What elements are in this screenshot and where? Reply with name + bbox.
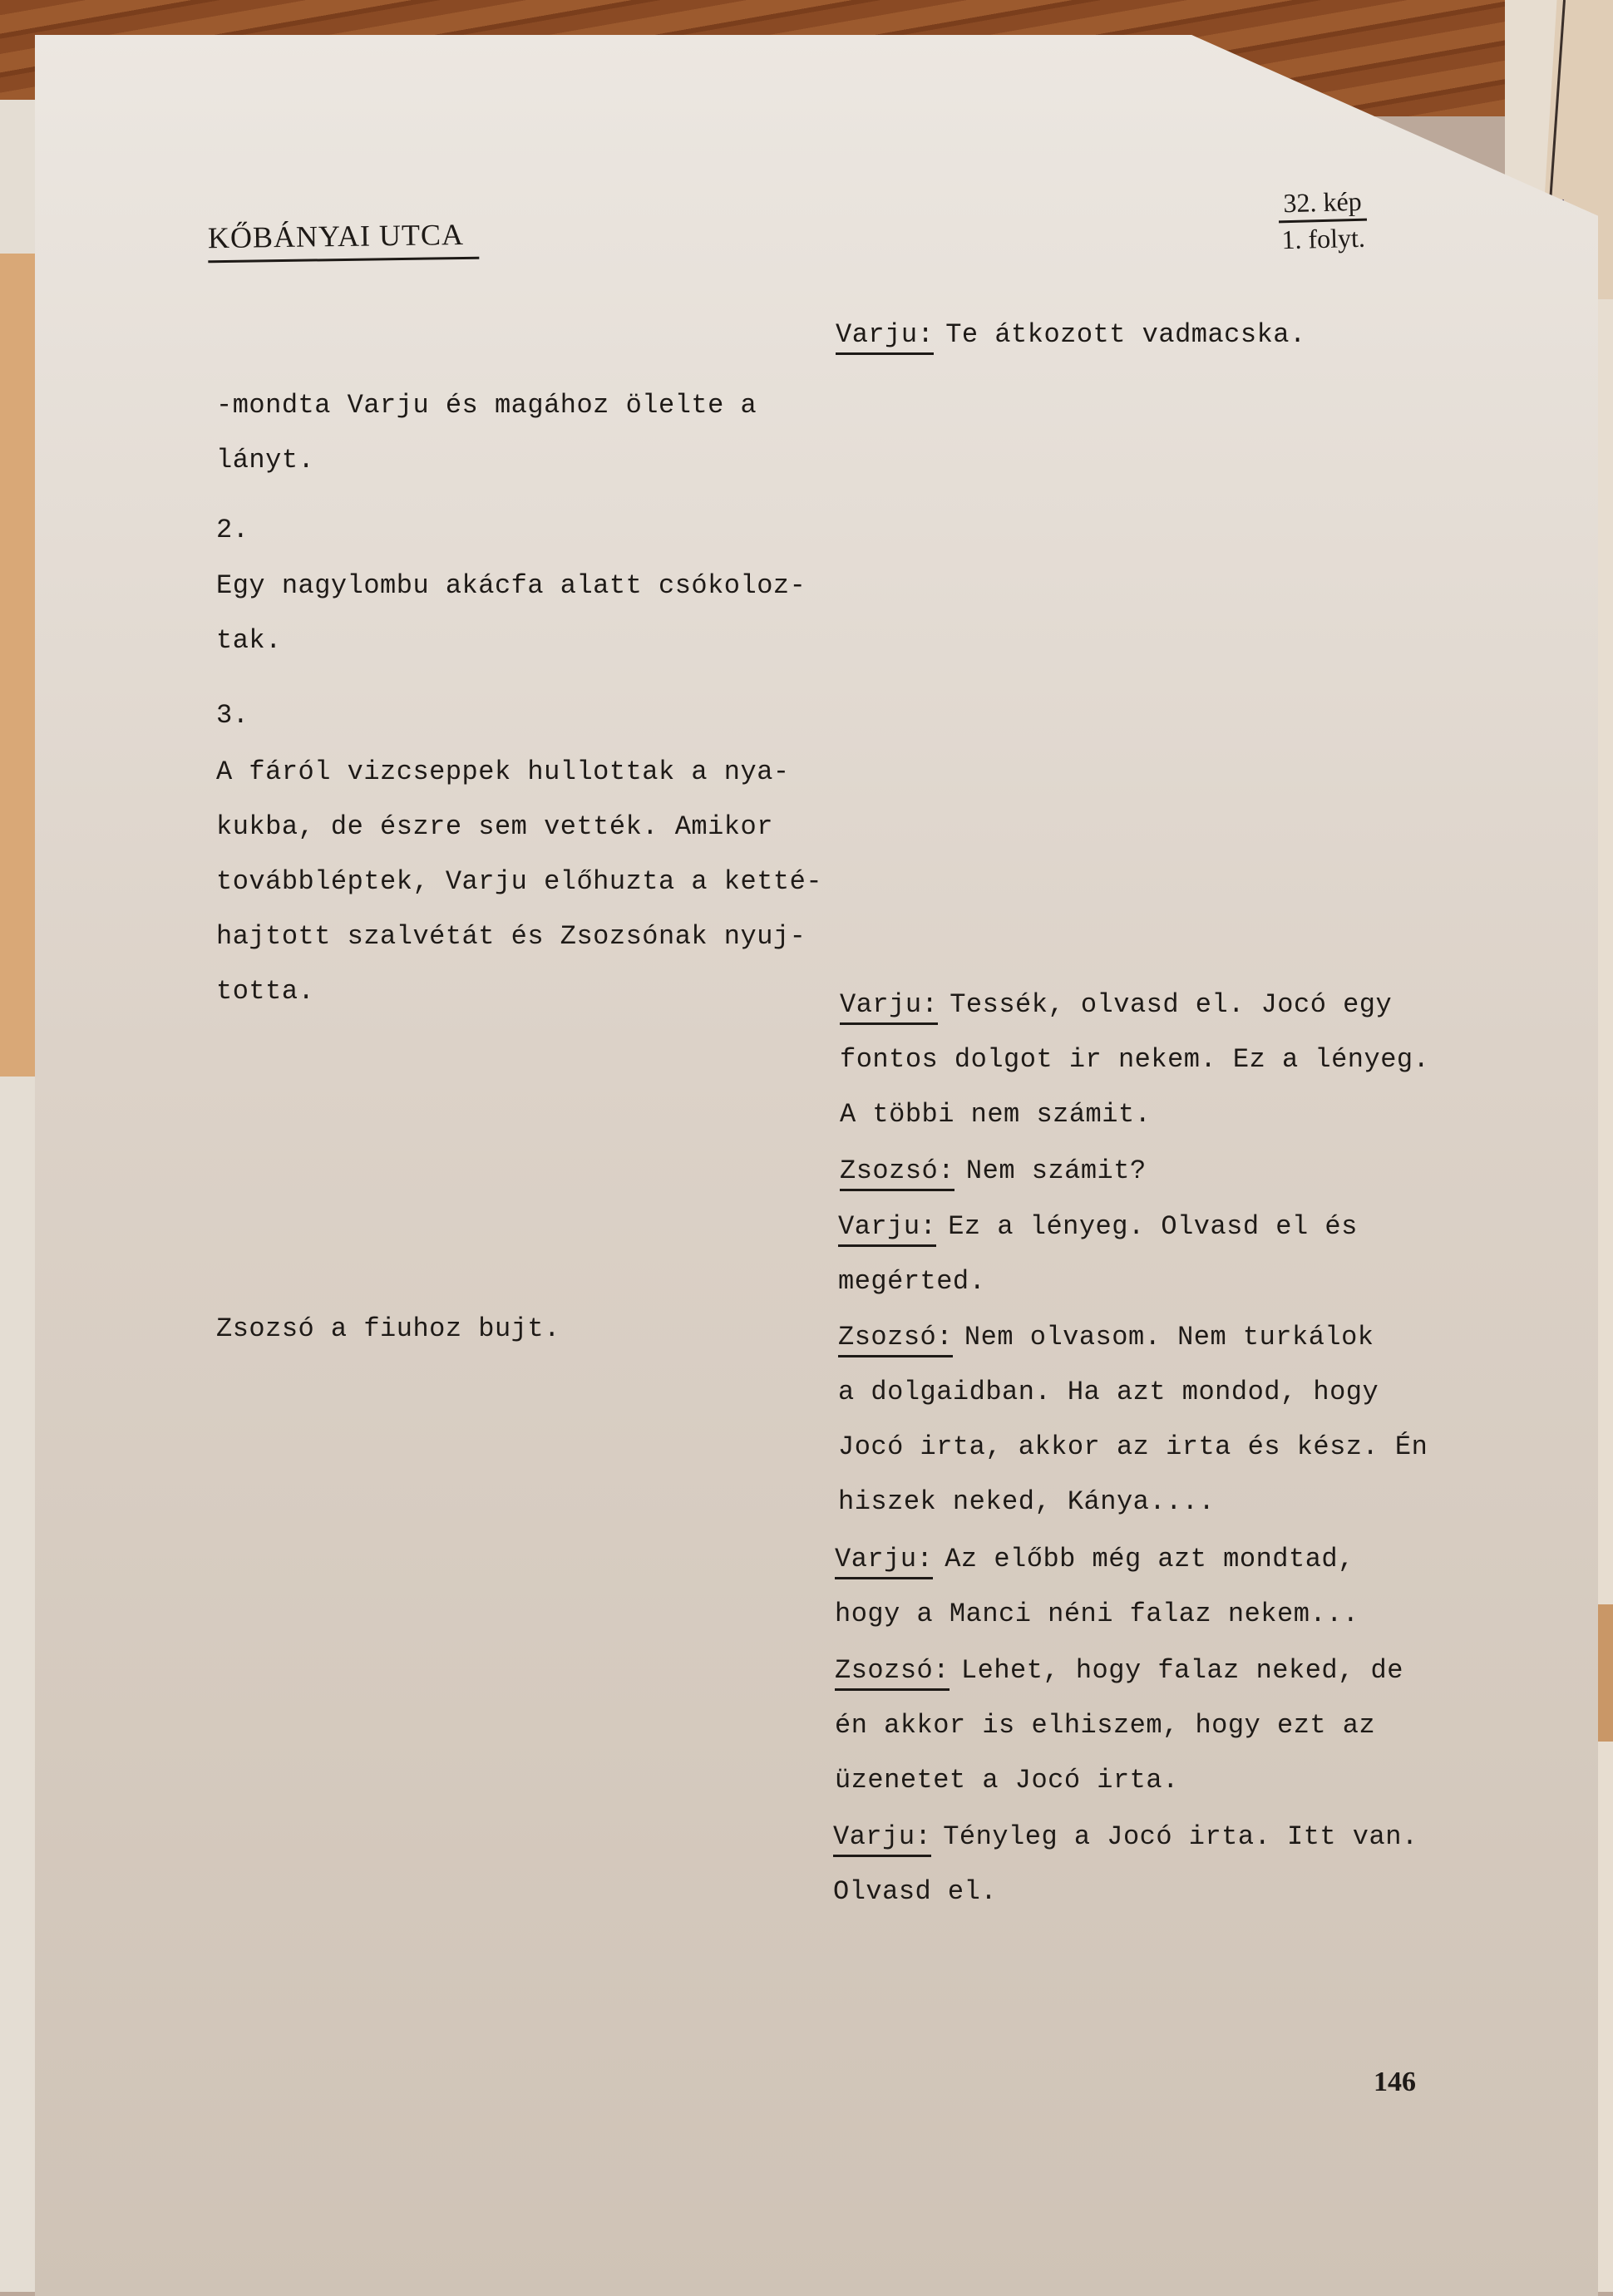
scene-reference [1278, 186, 1368, 256]
narration-block: -mondta Varju és magához ölelte a lányt. [216, 390, 757, 475]
narration-block: A fáról vizcseppek hullottak a nya- kukba, de észre sem vették. Amikor továbbléptek, Varju előhuzta a ketté- hajtott szalvétát és Zsozsónak nyuj- totta. [216, 756, 823, 1007]
speaker-name: Varju: [838, 1212, 936, 1247]
speaker-name: Varju: [836, 320, 934, 355]
page-number: 146 [1374, 2067, 1416, 2097]
dialogue-line: Varju: Tessék, olvasd el. Jocó egy fontos dolgot ir nekem. Ez a lényeg. A többi nem számit. [840, 989, 1430, 1130]
dialogue-line: Varju: Ez a lényeg. Olvasd el és megérted. [838, 1211, 1358, 1297]
continuation-label: 1. folyt. [1280, 222, 1366, 255]
speaker-name: Varju: [835, 1545, 933, 1579]
dialogue-line: Varju: Tényleg a Jocó irta. Itt van. Olvasd el. [833, 1821, 1418, 1907]
dialogue-line: Zsozsó: Nem olvasom. Nem turkálok a dolgaidban. Ha azt mondod, hogy Jocó irta, akkor az irta és kész. Én hiszek neked, Kánya.... [838, 1322, 1428, 1517]
narration-scene-number: 3. [216, 700, 249, 731]
dialogue-line: Varju: Az előbb még azt mondtad, hogy a Manci néni falaz nekem... [835, 1544, 1359, 1629]
dialogue-line: Zsozsó: Lehet, hogy falaz neked, de én akkor is elhiszem, hogy ezt az üzenetet a Jocó irta. [835, 1655, 1403, 1796]
narration-block: Zsozsó a fiuhoz bujt. [216, 1313, 560, 1344]
scene-number: 32. kép [1278, 186, 1367, 224]
narration-scene-number: 2. [216, 515, 249, 545]
speaker-name: Zsozsó: [840, 1156, 954, 1191]
speaker-name: Varju: [840, 990, 938, 1025]
narration-block: Egy nagylombu akácfa alatt csókoloz- tak. [216, 570, 806, 656]
speaker-name: Varju: [833, 1822, 931, 1857]
speaker-name: Zsozsó: [835, 1656, 950, 1691]
dialogue-line: Varju: Te átkozott vadmacska. [836, 308, 1306, 362]
dialogue-line: Zsozsó: Nem számit? [840, 1144, 1147, 1199]
location-heading: KŐBÁNYAI UTCA [208, 217, 480, 264]
speaker-name: Zsozsó: [838, 1323, 953, 1357]
